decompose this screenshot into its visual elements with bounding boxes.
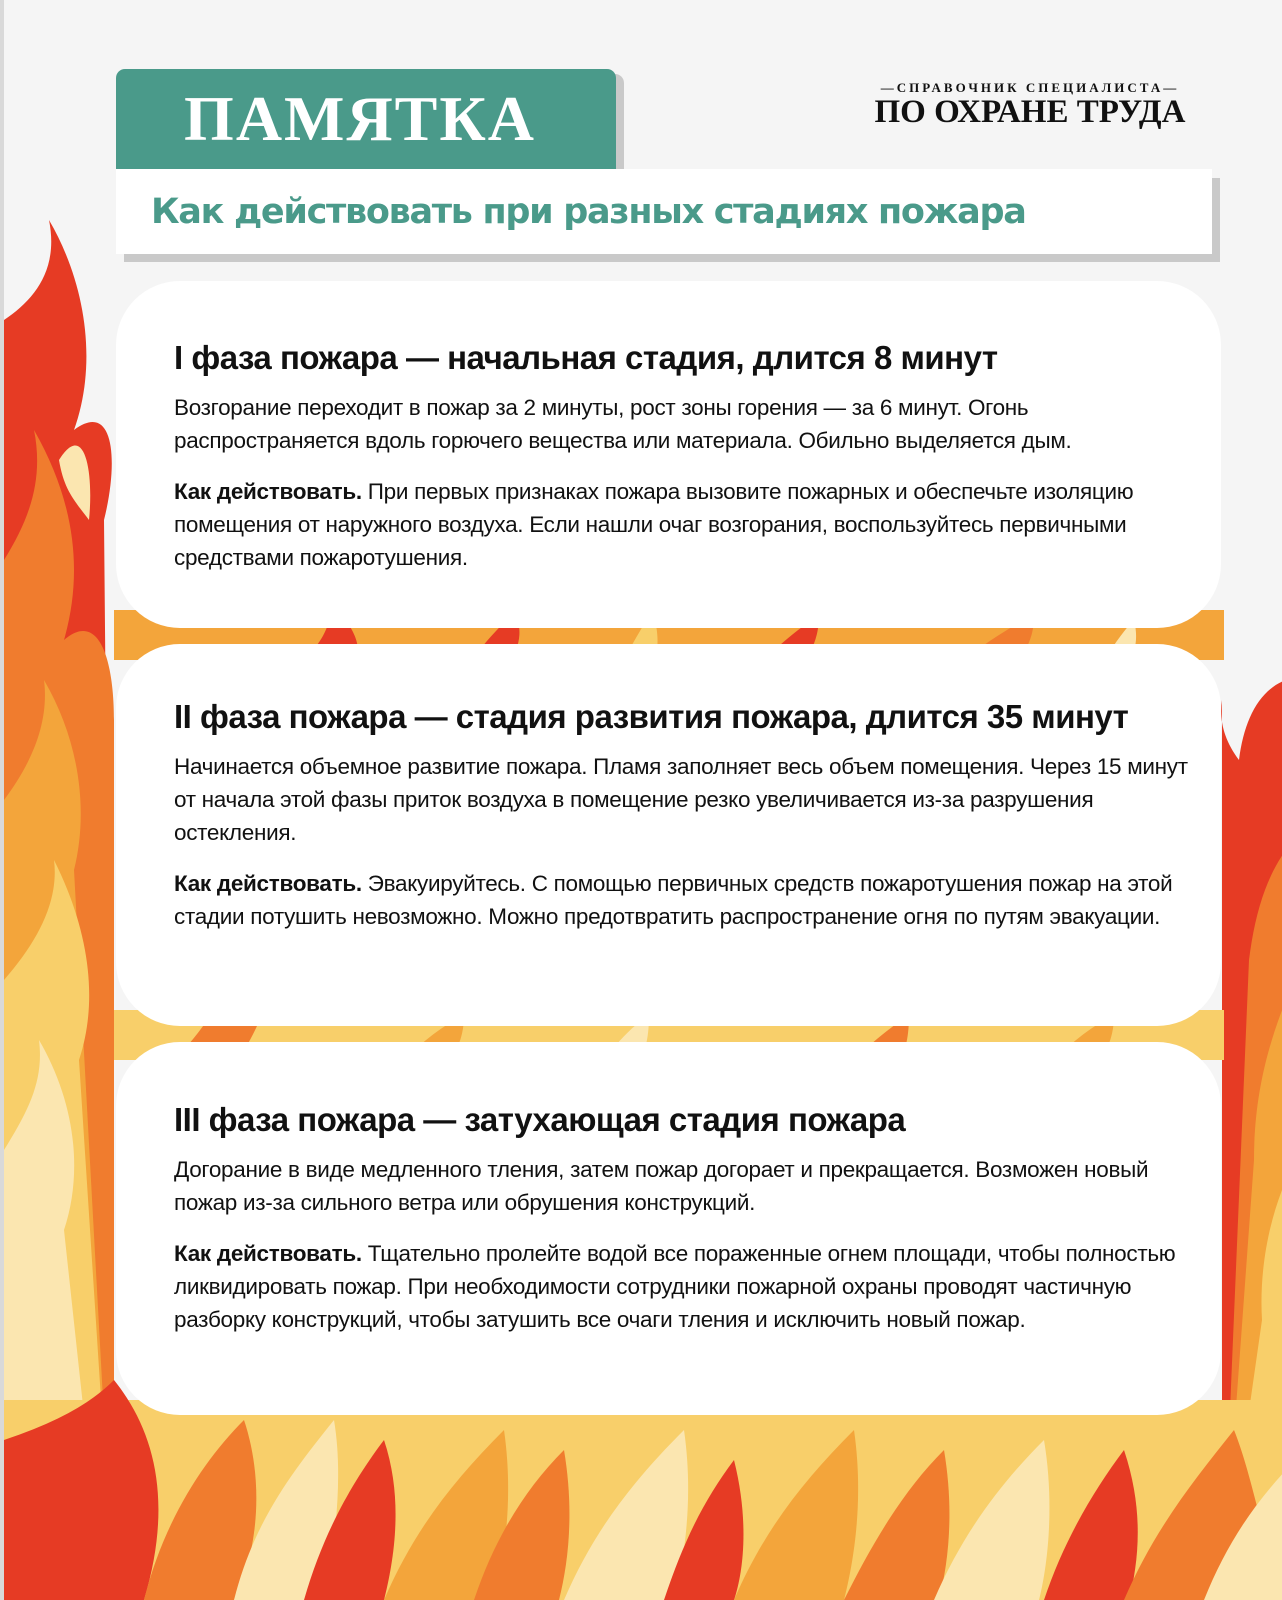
phase-action xyxy=(174,475,1201,574)
publisher-logo-top: —СПРАВОЧНИК СПЕЦИАЛИСТА— xyxy=(880,80,1180,95)
publisher-logo-main: ПО ОХРАНЕ ТРУДА xyxy=(874,94,1186,130)
phase-title: III фаза пожара — затухающая стадия пожара xyxy=(174,1101,906,1138)
action-text: Эвакуируйтесь. С помощью первичных средств пожаротушения пожар на этой стадии потушить невозможно. Можно предотвратить распространение огня по путям эвакуации. xyxy=(174,871,1173,929)
phase-card-2 xyxy=(116,644,1221,1026)
publisher-logo xyxy=(844,80,1216,131)
page-subtitle: Как действовать при разных стадиях пожара xyxy=(151,191,1026,232)
memo-badge xyxy=(116,69,616,169)
phase-action xyxy=(174,867,1201,933)
phase-action xyxy=(174,1237,1201,1336)
action-label: Как действовать. xyxy=(174,871,362,896)
phase-title: I фаза пожара — начальная стадия, длится 8 минут xyxy=(174,339,998,376)
phase-title: II фаза пожара — стадия развития пожара, длится 35 минут xyxy=(174,698,1129,735)
action-text: При первых признаках пожара вызовите пожарных и обеспечьте изоляцию помещения от наружного воздуха. Если нашли очаг возгорания, воспользуйтесь первичными средствами пожаротушения. xyxy=(174,479,1134,570)
action-label: Как действовать. xyxy=(174,1241,362,1266)
subtitle-bar xyxy=(116,169,1212,254)
action-text: Тщательно пролейте водой все пораженные огнем площади, чтобы полностью ликвидировать пожар. При необходимости сотрудники пожарной охраны проводят частичную разборку конструкций, чтобы затушить все очаги тления и исключить новый пожар. xyxy=(174,1241,1176,1332)
phase-description: Начинается объемное развитие пожара. Пламя заполняет весь объем помещения. Через 15 минут от начала этой фазы приток воздуха в помещение резко увеличивается из-за разрушения остекления. xyxy=(174,754,1188,845)
badge-text: ПАМЯТКА xyxy=(184,83,536,154)
phase-description: Догорание в виде медленного тления, затем пожар догорает и прекращается. Возможен новый пожар из-за сильного ветра или обрушения конструкций. xyxy=(174,1157,1149,1215)
phase-card-3 xyxy=(116,1042,1221,1415)
phase-card-1 xyxy=(116,281,1221,628)
action-label: Как действовать. xyxy=(174,479,362,504)
phase-description: Возгорание переходит в пожар за 2 минуты, рост зоны горения — за 6 минут. Огонь распространяется вдоль горючего вещества или материала. Обильно выделяется дым. xyxy=(174,395,1072,453)
